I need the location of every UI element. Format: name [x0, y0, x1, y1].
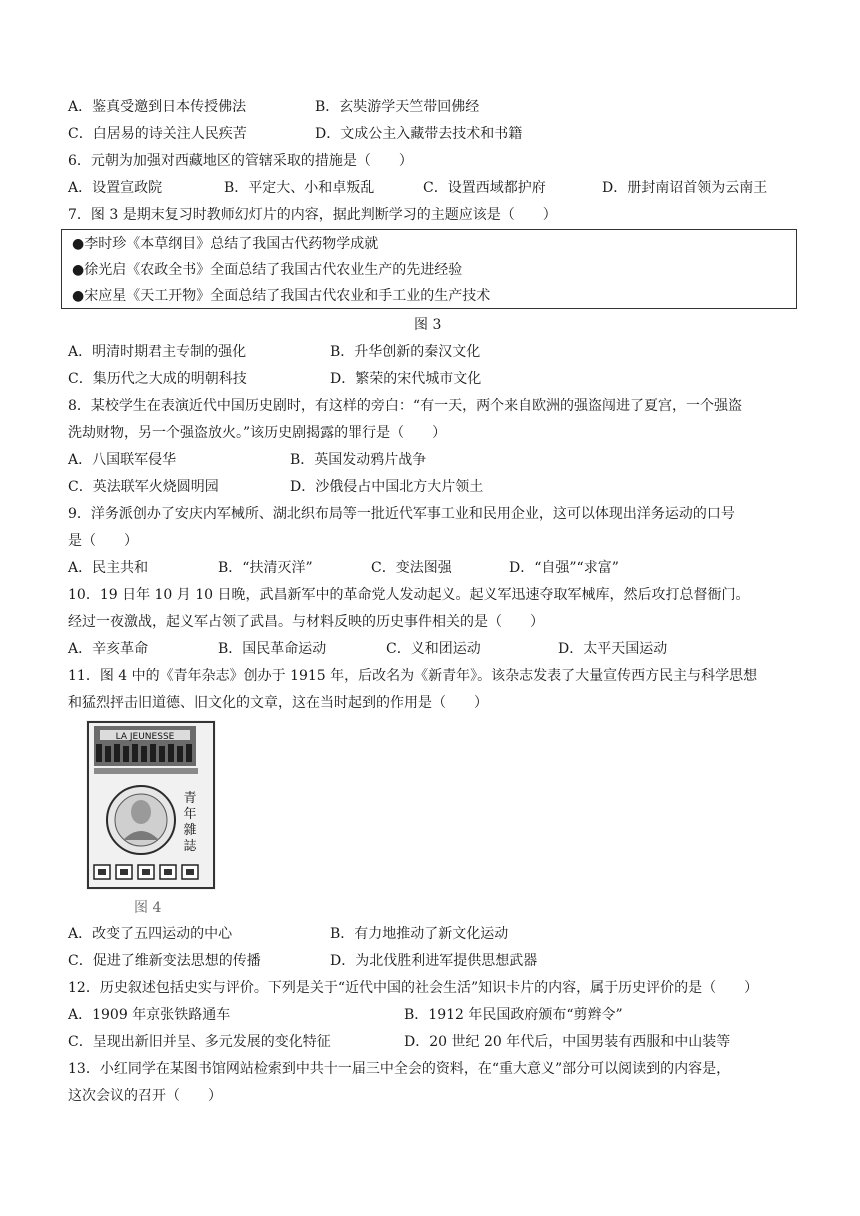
q5-option-d: D．文成公主入藏带去技术和书籍: [315, 126, 523, 142]
q7-option-b: B．升华创新的秦汉文化: [330, 344, 481, 360]
q8-stem-line-1: 8．某校学生在表演近代中国历史剧时，有这样的旁白：“有一天，两个来自欧洲的强盗闯进了夏宫，一个强盗: [68, 398, 743, 414]
q13-stem-line-1: 13．小红同学在某图书馆网站检索到中共十一届三中全会的资料，在“重大意义”部分可以阅读到的内容是，: [68, 1061, 731, 1077]
q8-stem-line-2: 洗劫财物，另一个强盗放火。”该历史剧揭露的罪行是（ ）: [68, 425, 447, 441]
q10-stem-line-2: 经过一夜激战，起义军占领了武昌。与材料反映的历史事件相关的是（ ）: [68, 614, 544, 630]
q11-option-c: C．促进了维新变法思想的传播: [68, 953, 261, 969]
q5-option-c: C．白居易的诗关注人民疾苦: [68, 126, 247, 142]
q11-stem-line-2: 和猛烈抨击旧道德、旧文化的文章，这在当时起到的作用是（ ）: [68, 695, 488, 711]
q11-stem-line-1: 11．图 4 中的《青年杂志》创办于 1915 年，后改名为《新青年》。该杂志发表了大量宣传西方民主与科学思想: [68, 668, 758, 684]
figure-4-side-char-2: 年: [183, 807, 197, 822]
figure-4-banner-text: LA JEUNESSE: [115, 732, 175, 742]
q10-option-b: B．国民革命运动: [218, 641, 327, 657]
q6-option-b: B．平定大、小和卓叛乱: [224, 180, 375, 196]
q12-option-b: B．1912 年民国政府颁布“剪辫令”: [404, 1007, 623, 1023]
q8-option-d: D．沙俄侵占中国北方大片领土: [290, 479, 484, 495]
q6-option-c: C．设置西域都护府: [423, 180, 546, 196]
q10-stem-line-1: 10．19 日年 10 月 10 日晚，武昌新军中的革命党人发动起义。起义军迅速夺取军械库，然后攻打总督衙门。: [68, 587, 750, 603]
figure-4-side-char-3: 雜: [183, 823, 197, 838]
q9-option-b: B．“扶清灭洋”: [218, 560, 313, 576]
figure-3-caption: 图 3: [414, 317, 442, 333]
q6-option-a: A．设置宣政院: [68, 180, 163, 196]
q7-option-c: C．集历代之大成的明朝科技: [68, 371, 247, 387]
figure-4-side-char-4: 誌: [183, 839, 197, 854]
figure-3-line-1: ●李时珍《本草纲目》总结了我国古代药物学成就: [72, 236, 379, 252]
q8-option-c: C．英法联军火烧圆明园: [68, 479, 219, 495]
q6-stem: 6．元朝为加强对西藏地区的管辖采取的措施是（ ）: [68, 153, 413, 169]
q12-option-a: A．1909 年京张铁路通车: [68, 1007, 231, 1023]
q12-option-d: D．20 世纪 20 年代后，中国男装有西服和中山装等: [404, 1034, 731, 1050]
q12-option-c: C．呈现出新旧并呈、多元发展的变化特征: [68, 1034, 331, 1050]
q12-stem: 12．历史叙述包括史实与评价。下列是关于“近代中国的社会生活”知识卡片的内容，属于历史评价的是（ ）: [68, 980, 759, 996]
figure-3-line-2: ●徐光启《农政全书》全面总结了我国古代农业生产的先进经验: [72, 262, 463, 278]
q9-option-c: C．变法图强: [371, 560, 452, 576]
q8-option-b: B．英国发动鸦片战争: [290, 452, 427, 468]
q8-option-a: A．八国联军侵华: [68, 452, 177, 468]
figure-4-magazine-cover: [86, 720, 216, 890]
figure-3-box: [61, 229, 797, 309]
q9-stem-line-2: 是（ ）: [68, 533, 138, 549]
q9-stem-line-1: 9．洋务派创办了安庆内军械所、湖北织布局等一批近代军事工业和民用企业，这可以体现出洋务运动的口号: [68, 506, 735, 522]
q6-option-d: D．册封南诏首领为云南王: [602, 180, 768, 196]
q9-option-d: D．“自强”“求富”: [509, 560, 619, 576]
q13-stem-line-2: 这次会议的召开（ ）: [68, 1088, 222, 1104]
q11-option-d: D．为北伐胜利进军提供思想武器: [330, 953, 538, 969]
q7-option-d: D．繁荣的宋代城市文化: [330, 371, 482, 387]
q7-option-a: A．明清时期君主专制的强化: [68, 344, 247, 360]
q5-option-b: B．玄奘游学天竺带回佛经: [315, 99, 480, 115]
q5-option-a: A．鉴真受邀到日本传授佛法: [68, 99, 247, 115]
q9-option-a: A．民主共和: [68, 560, 149, 576]
figure-4-caption: 图 4: [134, 900, 162, 916]
q7-stem: 7．图 3 是期末复习时教师幻灯片的内容，据此判断学习的主题应该是（ ）: [68, 207, 557, 223]
figure-4-side-char-1: 青: [183, 791, 197, 806]
q11-option-b: B．有力地推动了新文化运动: [330, 926, 509, 942]
q10-option-a: A．辛亥革命: [68, 641, 149, 657]
q10-option-c: C．义和团运动: [386, 641, 481, 657]
q10-option-d: D．太平天国运动: [558, 641, 668, 657]
figure-3-line-3: ●宋应星《天工开物》全面总结了我国古代农业和手工业的生产技术: [72, 288, 491, 304]
q11-option-a: A．改变了五四运动的中心: [68, 926, 233, 942]
